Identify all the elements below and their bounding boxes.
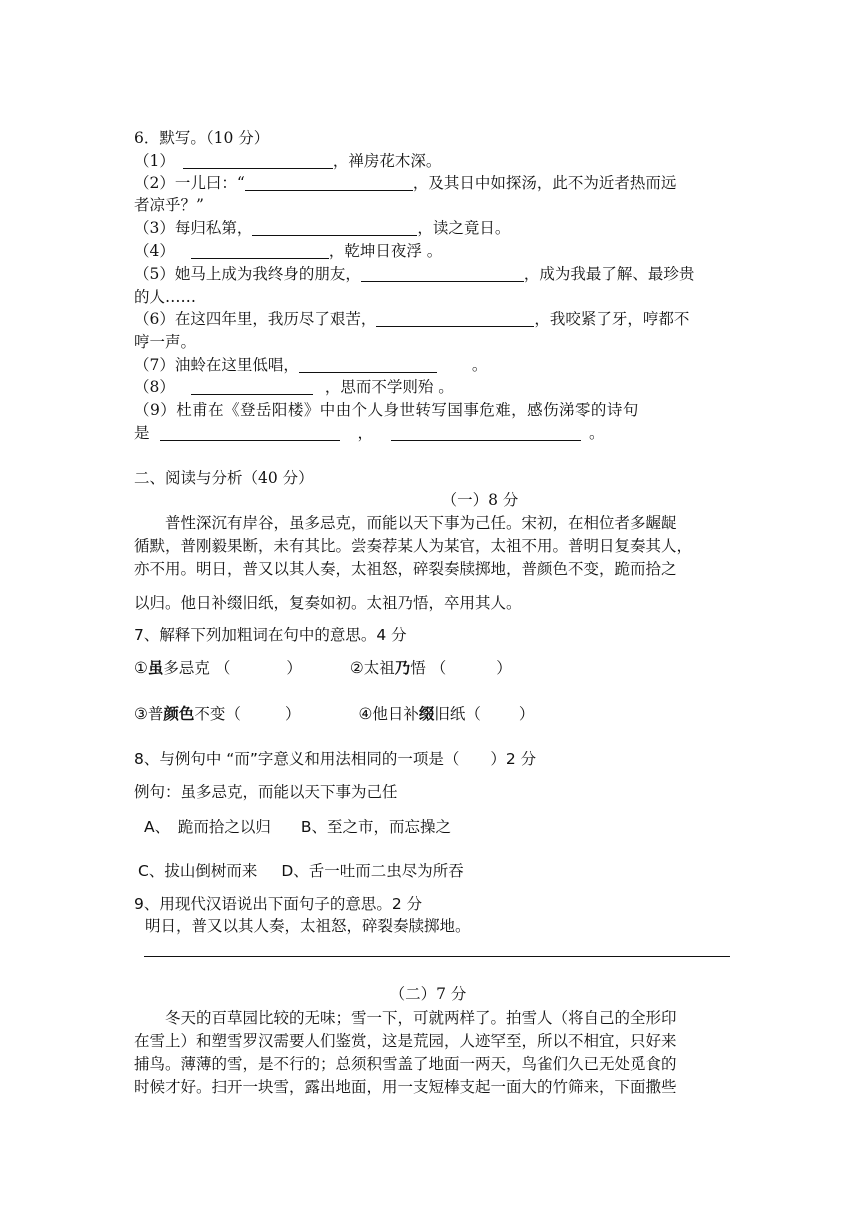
item-text-before: 油蛉在这里低唱，	[174, 356, 299, 374]
bold-word: 颜色	[163, 705, 195, 723]
q9-sentence: 明日，普又以其人奏，太祖怒，碎裂奏牍掷地。	[145, 917, 471, 935]
item-text-after: 。	[471, 356, 488, 374]
q7-item-1	[134, 659, 302, 677]
item-text-after: ，思而不学则殆 。	[324, 378, 454, 396]
answer-blank[interactable]	[160, 424, 340, 441]
item-text-mid: ，	[357, 424, 374, 442]
answer-blank[interactable]	[391, 424, 581, 441]
q8-title: 8、与例句中 “而”字意义和用法相同的一项是（ ）2 分	[134, 750, 537, 768]
q6-item-2	[134, 172, 734, 194]
bold-word: 虽	[147, 659, 164, 677]
item-number: （6）	[134, 310, 175, 328]
q7-item-prefix: ②太祖	[349, 659, 395, 677]
passage-1-line-2: 循默，普刚毅果断，未有其比。尝奏荐某人为某官，太祖不用。普明日复奏其人，	[134, 537, 693, 555]
item-text-after: ，我咬紧了牙，哼都不	[534, 310, 690, 328]
passage-1-line-3: 亦不用。明日，普又以其人奏，太祖怒，碎裂奏牍掷地，普颜色不变，跪而拾之	[134, 560, 677, 578]
q7-item-prefix: ④他日补	[358, 705, 419, 723]
q9-title: 9、用现代汉语说出下面句子的意思。2 分	[134, 895, 423, 913]
answer-blank[interactable]	[252, 219, 417, 236]
passage-1-line-1: 普性深沉有岸谷，虽多忌克，而能以天下事为己任。宋初，在相位者多龌龊	[165, 514, 677, 532]
option-d[interactable]: D、舌一吐而二虫尽为所吞	[281, 862, 464, 880]
q7-item-prefix: ③普	[134, 705, 164, 723]
option-b[interactable]: B、至之市，而忘操之	[300, 818, 451, 836]
q7-row-2	[134, 703, 734, 725]
q6-title: 6．默写。（10 分）	[134, 129, 270, 147]
passage-2-line-1: 冬天的百草园比较的无味；雪一下，可就两样了。拍雪人（将自己的全形印	[165, 1009, 677, 1027]
item-text-before: 是	[134, 424, 150, 442]
answer-blank[interactable]	[191, 242, 329, 259]
q6-item-5-cont: 的人……	[134, 288, 197, 306]
item-text-before: 在这四年里，我历尽了艰苦，	[174, 310, 377, 328]
part-2-heading: （二）7 分	[389, 985, 467, 1003]
item-number: （3）	[134, 219, 175, 237]
close-paren: ）	[284, 705, 301, 723]
q6-item-8	[134, 376, 734, 398]
item-text-after: ，读之竟日。	[417, 219, 511, 237]
q8-options-row-1	[144, 816, 744, 838]
answer-blank[interactable]	[361, 265, 524, 282]
item-text-after: ，乾坤日夜浮 。	[328, 242, 443, 260]
item-text-after: ，及其日中如探汤，此不为近者热而远	[412, 174, 677, 192]
bold-word: 乃	[394, 659, 411, 677]
item-text-before: 一儿曰：“	[174, 174, 245, 192]
q7-item-3	[134, 705, 300, 723]
item-number: （9）	[134, 401, 177, 419]
answer-blank[interactable]	[245, 174, 413, 191]
item-number: （1）	[134, 152, 175, 170]
q7-item-suffix: 悟 （	[410, 659, 447, 677]
part-1-heading: （一）8 分	[441, 491, 519, 509]
option-c[interactable]: C、拔山倒树而来	[138, 862, 258, 880]
passage-1-line-4: 以归。他日补缀旧纸，复奏如初。太祖乃悟，卒用其人。	[134, 594, 522, 612]
q7-title: 7、解释下列加粗词在句中的意思。4 分	[134, 626, 407, 644]
q6-item-3	[134, 217, 734, 239]
q6-item-7	[134, 354, 734, 376]
option-a[interactable]: A、 跪而拾之以归	[144, 818, 271, 836]
q6-item-5	[134, 263, 734, 285]
passage-2-line-4: 时候才好。扫开一块雪，露出地面，用一支短棒支起一面大的竹筛来，下面撒些	[134, 1078, 677, 1096]
q6-item-1	[134, 150, 734, 172]
q7-item-4	[358, 705, 534, 723]
item-number: （7）	[134, 356, 175, 374]
item-text-after: ，禅房花木深。	[332, 152, 442, 170]
q7-item-suffix: 旧纸（	[434, 705, 481, 723]
answer-blank[interactable]	[191, 378, 313, 395]
q6-item-6	[134, 308, 734, 330]
q6-item-9-cont	[134, 422, 734, 444]
bold-word: 缀	[418, 705, 435, 723]
q8-example: 例句：虽多忌克，而能以天下事为己任	[134, 783, 398, 801]
section-2-title: 二、阅读与分析（40 分）	[134, 469, 314, 487]
q7-item-prefix: ①	[134, 659, 148, 677]
item-text-after: 。	[589, 424, 605, 442]
q6-item-4	[134, 240, 734, 262]
q8-options-row-2	[138, 860, 738, 882]
close-paren: ）	[286, 659, 302, 677]
answer-line	[144, 956, 730, 957]
q6-item-2-cont: 者凉乎？”	[134, 196, 204, 214]
answer-blank[interactable]	[183, 152, 333, 169]
answer-blank[interactable]	[299, 356, 437, 373]
q7-item-suffix: 多忌克 （	[163, 659, 231, 677]
item-number: （5）	[134, 265, 175, 283]
item-number: （8）	[134, 378, 175, 396]
item-text-before: 每归私第，	[174, 219, 253, 237]
q6-item-9	[134, 399, 734, 421]
close-paren: ）	[496, 659, 512, 677]
q7-item-2	[350, 659, 512, 677]
close-paren: ）	[518, 705, 535, 723]
item-text-before: 杜甫在《登岳阳楼》中由个人身世转写国事危难，感伤涕零的诗句	[176, 401, 639, 419]
answer-blank[interactable]	[376, 310, 534, 327]
q6-item-6-cont: 哼一声。	[134, 333, 197, 351]
item-text-before: 她马上成为我终身的朋友，	[174, 265, 361, 283]
item-number: （2）	[134, 174, 175, 192]
item-text-after: ，成为我最了解、最珍贵	[523, 265, 695, 283]
q7-item-suffix: 不变（	[194, 705, 241, 723]
q7-row-1	[134, 657, 734, 679]
item-number: （4）	[134, 242, 175, 260]
passage-2-line-2: 在雪上）和塑雪罗汉需要人们鉴赏，这是荒园，人迹罕至，所以不相宜，只好来	[134, 1032, 677, 1050]
passage-2-line-3: 捕鸟。薄薄的雪，是不行的；总须积雪盖了地面一两天，鸟雀们久已无处觅食的	[134, 1055, 677, 1073]
